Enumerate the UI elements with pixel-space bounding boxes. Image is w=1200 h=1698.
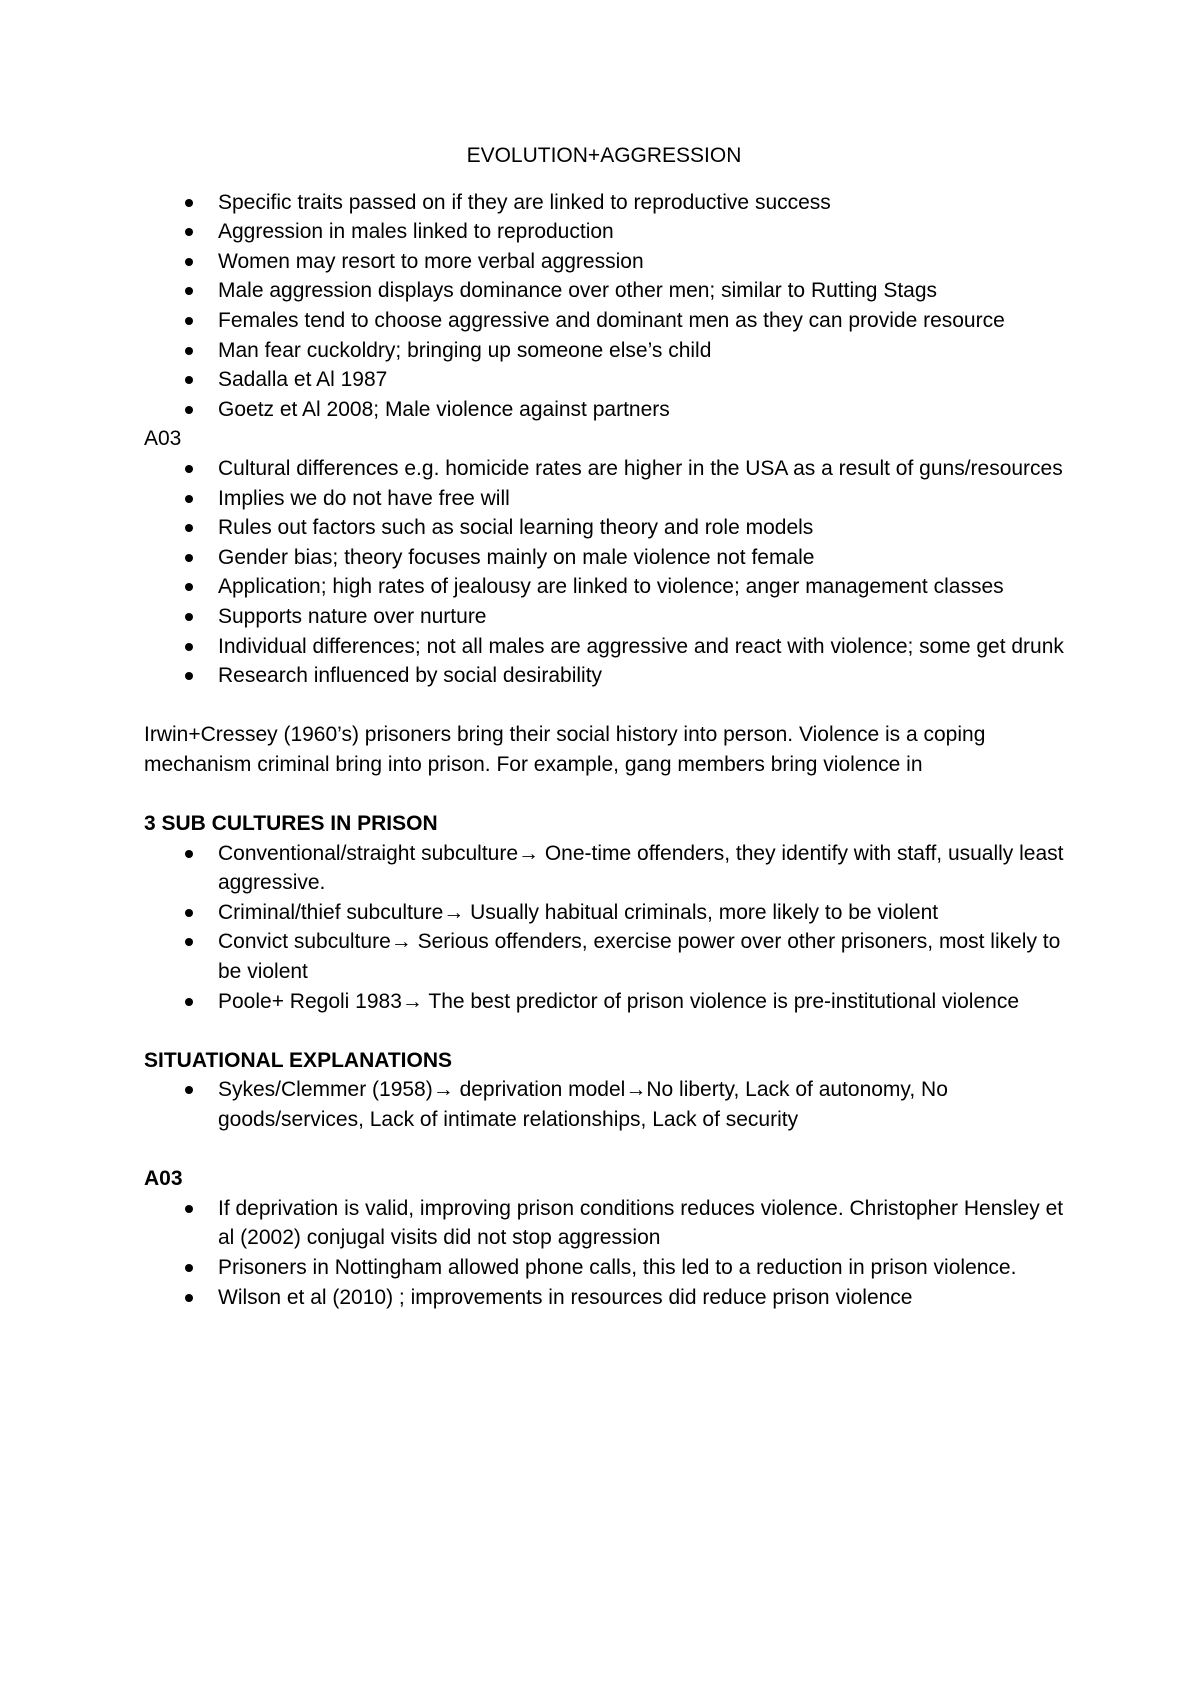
ao3-list bbox=[144, 1194, 1064, 1312]
list-item: Convict subculture→ Serious offenders, exercise power over other prisoners, most likely to be violent bbox=[144, 927, 1064, 986]
ao3-label: A03 bbox=[144, 427, 182, 451]
list-item: Poole+ Regoli 1983→ The best predictor of prison violence is pre-institutional violence bbox=[144, 987, 1064, 1017]
list-item: Aggression in males linked to reproduction bbox=[144, 217, 1064, 247]
bullet-icon bbox=[185, 406, 193, 414]
bullet-icon bbox=[185, 495, 193, 503]
bullet-icon bbox=[185, 524, 193, 532]
list-item: Sadalla et Al 1987 bbox=[144, 365, 1064, 395]
bullet-icon bbox=[185, 613, 193, 621]
situational-heading: SITUATIONAL EXPLANATIONS bbox=[144, 1048, 453, 1072]
bullet-icon bbox=[185, 1205, 193, 1213]
bullet-icon bbox=[185, 228, 193, 236]
list-item: Supports nature over nurture bbox=[144, 602, 1064, 632]
bullet-icon bbox=[185, 1294, 193, 1302]
bullet-icon bbox=[185, 1086, 193, 1094]
list-item: Cultural differences e.g. homicide rates are higher in the USA as a result of guns/resources bbox=[144, 454, 1064, 484]
irwin-cressey-paragraph: Irwin+Cressey (1960’s) prisoners bring their social history into person. Violence is a coping mechanism criminal bring into prison. For example, gang members bring violence in bbox=[144, 723, 986, 776]
bullet-icon bbox=[185, 909, 193, 917]
bullet-icon bbox=[185, 347, 193, 355]
list-item: Criminal/thief subculture→ Usually habitual criminals, more likely to be violent bbox=[144, 898, 1064, 928]
list-item: Wilson et al (2010) ; improvements in resources did reduce prison violence bbox=[144, 1283, 1064, 1313]
bullet-icon bbox=[185, 199, 193, 207]
document-content bbox=[144, 141, 1064, 1312]
bullet-icon bbox=[185, 583, 193, 591]
bullet-icon bbox=[185, 554, 193, 562]
bullet-icon bbox=[185, 998, 193, 1006]
list-item: Prisoners in Nottingham allowed phone calls, this led to a reduction in prison violence. bbox=[144, 1253, 1064, 1283]
arrow-icon: → bbox=[432, 1078, 454, 1102]
list-item: Application; high rates of jealousy are linked to violence; anger management classes bbox=[144, 572, 1064, 602]
bullet-icon bbox=[185, 376, 193, 384]
list-item: Conventional/straight subculture→ One-time offenders, they identify with staff, usually least aggressive. bbox=[144, 839, 1064, 898]
list-item: Specific traits passed on if they are linked to reproductive success bbox=[144, 188, 1064, 218]
list-item: Women may resort to more verbal aggression bbox=[144, 247, 1064, 277]
list-item: Gender bias; theory focuses mainly on male violence not female bbox=[144, 543, 1064, 573]
spacer bbox=[144, 691, 1064, 721]
evaluation-list bbox=[144, 454, 1064, 691]
list-item: Male aggression displays dominance over other men; similar to Rutting Stags bbox=[144, 276, 1064, 306]
bullet-icon bbox=[185, 258, 193, 266]
evolution-list bbox=[144, 188, 1064, 425]
bullet-icon bbox=[185, 850, 193, 858]
bullet-icon bbox=[185, 287, 193, 295]
arrow-icon: → bbox=[401, 989, 423, 1013]
list-item: Individual differences; not all males are aggressive and react with violence; some get drunk bbox=[144, 632, 1064, 662]
arrow-icon: → bbox=[443, 900, 465, 924]
arrow-icon: → bbox=[625, 1078, 647, 1102]
bullet-icon bbox=[185, 643, 193, 651]
bullet-icon bbox=[185, 1264, 193, 1272]
arrow-icon: → bbox=[390, 930, 412, 954]
list-item: Rules out factors such as social learning theory and role models bbox=[144, 513, 1064, 543]
bullet-icon bbox=[185, 465, 193, 473]
spacer bbox=[144, 1016, 1064, 1046]
list-item: Man fear cuckoldry; bringing up someone else’s child bbox=[144, 336, 1064, 366]
list-item: If deprivation is valid, improving prison conditions reduces violence. Christopher Hensley et al (2002) conjugal visits did not stop aggression bbox=[144, 1194, 1064, 1253]
ao3-heading: A03 bbox=[144, 1167, 183, 1191]
situational-list bbox=[144, 1075, 1064, 1134]
list-item: Research influenced by social desirability bbox=[144, 661, 1064, 691]
list-item: Sykes/Clemmer (1958)→ deprivation model→No liberty, Lack of autonomy, No goods/services, Lack of intimate relationships, Lack of security bbox=[144, 1075, 1064, 1134]
list-item: Implies we do not have free will bbox=[144, 484, 1064, 514]
spacer bbox=[144, 1135, 1064, 1165]
arrow-icon: → bbox=[518, 841, 540, 865]
subcultures-heading: 3 SUB CULTURES IN PRISON bbox=[144, 812, 438, 836]
bullet-icon bbox=[185, 938, 193, 946]
bullet-icon bbox=[185, 317, 193, 325]
list-item: Females tend to choose aggressive and dominant men as they can provide resource bbox=[144, 306, 1064, 336]
subcultures-list bbox=[144, 839, 1064, 1017]
list-item: Goetz et Al 2008; Male violence against partners bbox=[144, 395, 1064, 425]
spacer bbox=[144, 779, 1064, 809]
page-title: EVOLUTION+AGGRESSION bbox=[466, 144, 742, 167]
bullet-icon bbox=[185, 672, 193, 680]
